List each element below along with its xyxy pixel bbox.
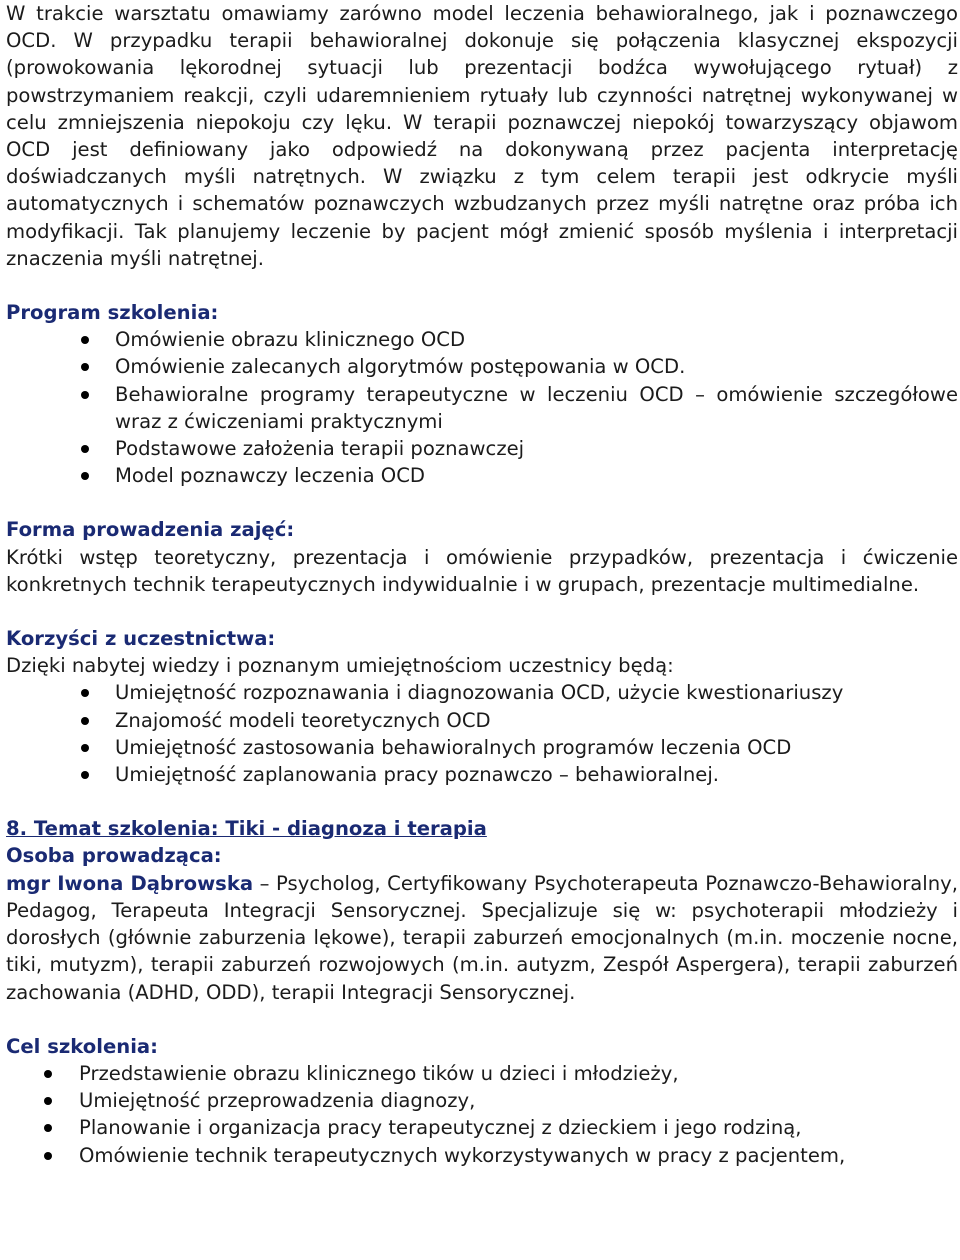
list-item: Umiejętność przeprowadzenia diagnozy, [6,1087,958,1114]
program-heading: Program szkolenia: [6,301,219,325]
benefits-intro: Dzięki nabytej wiedzy i poznanym umiejętnościom uczestnicy będą: [6,654,674,678]
goal-heading: Cel szkolenia: [6,1034,158,1058]
list-item: Umiejętność zaplanowania pracy poznawczo – behawioralnej. [6,761,958,788]
document-page [6,0,958,1169]
intro-paragraph: W trakcie warsztatu omawiamy zarówno model leczenia behawioralnego, jak i poznawczego OCD. W przypadku terapii behawioralnej dokonuje się połączenia klasycznej ekspozycji (prowokowania lękorodnej sytuacji lub prezentacji bodźca wywołującego rytuał) z powstrzymaniem reakcji, czyli udaremnieniem rytuały lub czynności natrętnej wykonywanej w celu zmniejszenia niepokoju czy lęku. W terapii poznawczej niepokój towarzyszący objawom OCD jest definiowany jako odpowiedź na dokonywaną przez pacjenta interpretację doświadczanych myśli natrętnych. W związku z tym celem terapii jest odkrycie myśli automatycznych i schematów poznawczych wzbudzanych przez myśli natrętne oraz próba ich modyfikacji. Tak planujemy leczenie by pacjent mógł zmienić sposób myślenia i interpretacji znaczenia myśli natrętnej. [6,2,958,270]
list-item: Umiejętność zastosowania behawioralnych programów leczenia OCD [6,734,958,761]
list-item: Znajomość modeli teoretycznych OCD [6,707,958,734]
list-item: Omówienie zalecanych algorytmów postępowania w OCD. [6,353,958,380]
instructor-heading: Osoba prowadząca: [6,844,222,868]
form-text: Krótki wstęp teoretyczny, prezentacja i omówienie przypadków, prezentacja i ćwiczenie konkretnych technik terapeutycznych indywidualnie i w grupach, prezentacje multimedialne. [6,545,958,596]
list-item: Model poznawczy leczenia OCD [6,462,958,489]
form-heading: Forma prowadzenia zajęć: [6,518,295,542]
goal-list [6,1060,958,1169]
program-section [6,299,958,489]
benefits-section [6,625,958,788]
section-8-title: 8. Temat szkolenia: Tiki - diagnoza i terapia [6,817,487,841]
list-item: Omówienie technik terapeutycznych wykorzystywanych w pracy z pacjentem, [6,1142,958,1169]
program-list [6,326,958,489]
section-8 [6,815,958,1168]
list-item: Umiejętność rozpoznawania i diagnozowania OCD, użycie kwestionariuszy [6,679,958,706]
spacer [6,1006,958,1033]
list-item: Przedstawienie obrazu klinicznego tików u dzieci i młodzieży, [6,1060,958,1087]
benefits-heading: Korzyści z uczestnictwa: [6,627,276,651]
list-item: Planowanie i organizacja pracy terapeutycznej z dzieckiem i jego rodziną, [6,1114,958,1141]
spacer [6,598,958,625]
list-item: Omówienie obrazu klinicznego OCD [6,326,958,353]
spacer [6,272,958,299]
list-item: Behawioralne programy terapeutyczne w leczeniu OCD – omówienie szczegółowe wraz z ćwiczeniami praktycznymi [6,381,958,435]
instructor-name: mgr Iwona Dąbrowska [6,871,254,895]
form-section [6,516,958,598]
spacer [6,788,958,815]
benefits-list [6,679,958,788]
instructor-bio: – Psycholog, Certyfikowany Psychoterapeuta Poznawczo-Behawioralny, Pedagog, Terapeuta Integracji Sensorycznej. Specjalizuje się w: psychoterapii młodzieży i dorosłych (głównie zaburzenia lękowe), terapii zaburzeń emocjonalnych (m.in. moczenie nocne, tiki, mutyzm), terapii zaburzeń rozwojowych (m.in. autyzm, Zespół Aspergera), terapii zaburzeń zachowania (ADHD, ODD), terapii Integracji Sensorycznej. [6,871,958,1004]
list-item: Podstawowe założenia terapii poznawczej [6,435,958,462]
instructor-paragraph [6,870,958,1006]
spacer [6,489,958,516]
